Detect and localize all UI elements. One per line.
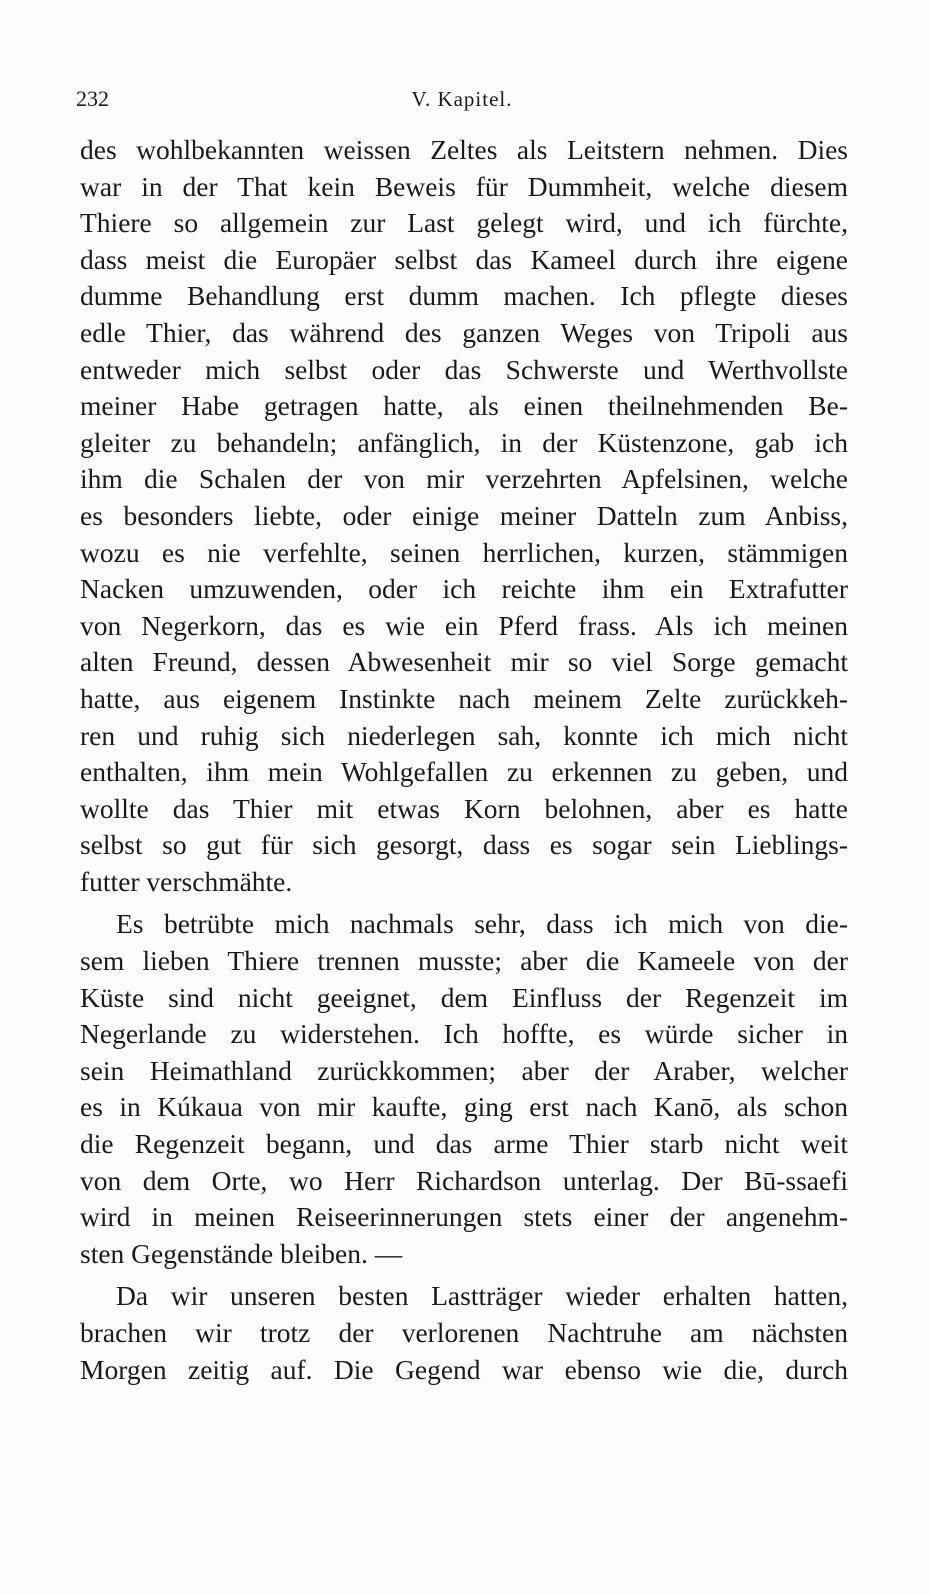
text-line: meiner Habe getragen hatte, als einen theilnehmenden Be-	[80, 390, 848, 422]
text-line: edle Thier, das während des ganzen Weges von Tripoli aus	[80, 316, 848, 348]
page-number: 232	[76, 86, 109, 111]
text-line: ihm die Schalen der von mir verzehrten Apfelsinen, welche	[80, 463, 848, 495]
text-line: alten Freund, dessen Abwesenheit mir so viel Sorge gemacht	[80, 646, 848, 678]
text-line: enthalten, ihm mein Wohlgefallen zu erkennen zu geben, und	[80, 756, 848, 788]
text-line: es besonders liebte, oder einige meiner Datteln zum Anbiss,	[80, 499, 848, 531]
text-line: Da wir unseren besten Lastträger wieder erhalten hatten,	[116, 1280, 848, 1312]
text-line: Thiere so allgemein zur Last gelegt wird, und ich fürchte,	[80, 207, 848, 239]
text-line: futter verschmähte.	[80, 865, 293, 897]
text-line: ren und ruhig sich niederlegen sah, konnte ich mich nicht	[80, 719, 848, 751]
paragraph-3	[80, 1278, 848, 1388]
text-line: entweder mich selbst oder das Schwerste und Werthvollste	[80, 353, 848, 385]
text-line: Nacken umzuwenden, oder ich reichte ihm ein Extrafutter	[80, 573, 848, 605]
text-line: sein Heimathland zurückkommen; aber der Araber, welcher	[80, 1054, 848, 1086]
text-line: es in Kúkaua von mir kaufte, ging erst nach Kanō, als schon	[80, 1091, 848, 1123]
text-line: Negerlande zu widerstehen. Ich hoffte, es würde sicher in	[80, 1018, 848, 1050]
text-line: wollte das Thier mit etwas Korn belohnen, aber es hatte	[80, 792, 848, 824]
text-line: dass meist die Europäer selbst das Kameel durch ihre eigene	[80, 243, 848, 275]
text-line: war in der That kein Beweis für Dummheit, welche diesem	[80, 170, 848, 202]
text-line: Es betrübte mich nachmals sehr, dass ich mich von die-	[116, 908, 848, 940]
chapter-title: V. Kapitel.	[411, 87, 513, 111]
text-line: des wohlbekannten weissen Zeltes als Leitstern nehmen. Dies	[80, 134, 848, 165]
text-line: gleiter zu behandeln; anfänglich, in der Küstenzone, gab ich	[80, 426, 848, 458]
running-header	[76, 84, 848, 114]
text-line: sten Gegenstände bleiben. —	[80, 1237, 403, 1269]
text-line: dumme Behandlung erst dumm machen. Ich pflegte dieses	[80, 280, 848, 312]
text-line: selbst so gut für sich gesorgt, dass es sogar sein Lieblings-	[80, 829, 848, 861]
text-line: wird in meinen Reiseerinnerungen stets einer der angenehm-	[80, 1201, 848, 1233]
text-line: von Negerkorn, das es wie ein Pferd frass. Als ich meinen	[80, 609, 848, 641]
body-text	[80, 132, 848, 1388]
text-line: Küste sind nicht geeignet, dem Einfluss der Regenzeit im	[80, 981, 848, 1013]
text-line: von dem Orte, wo Herr Richardson unterlag. Der Bū-ssaefi	[80, 1164, 848, 1196]
text-line: brachen wir trotz der verlorenen Nachtruhe am nächsten	[80, 1317, 848, 1348]
text-line: hatte, aus eigenem Instinkte nach meinem Zelte zurückkeh-	[80, 682, 848, 714]
paragraph-1	[80, 132, 848, 900]
text-line: die Regenzeit begann, und das arme Thier starb nicht weit	[80, 1128, 848, 1160]
paragraph-2	[80, 906, 848, 1272]
text-line: Morgen zeitig auf. Die Gegend war ebenso wie die, durch	[80, 1353, 848, 1385]
text-line: sem lieben Thiere trennen musste; aber die Kameele von der	[80, 945, 848, 977]
text-line: wozu es nie verfehlte, seinen herrlichen, kurzen, stämmigen	[80, 536, 848, 568]
